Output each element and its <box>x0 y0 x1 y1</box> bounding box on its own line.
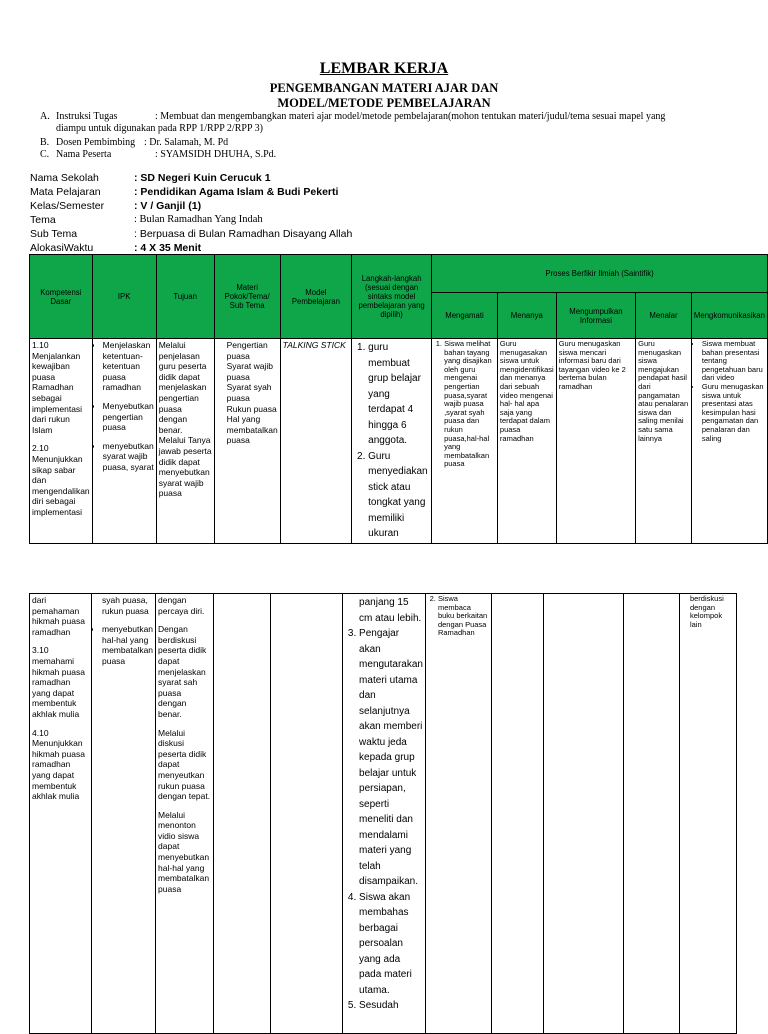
cell-langkah <box>352 339 432 544</box>
cell-mengkomunikasikan <box>679 594 736 1034</box>
header-mengumpulkan: Mengumpulkan Informasi <box>556 293 635 339</box>
subtheme-label: Sub Tema <box>30 228 78 240</box>
cell-ipk <box>92 339 156 544</box>
header-menanya: Menanya <box>497 293 556 339</box>
komunikasi-item: berdiskusi dengan kelompok lain <box>689 594 724 629</box>
cell-model <box>271 594 343 1034</box>
tujuan-item: Melalui menonton vidio siswa dapat menyebutkan hal-hal yang membatalkan puasa <box>158 809 210 894</box>
subject-label: Mata Pelajaran <box>30 186 101 198</box>
cell-model <box>280 339 351 544</box>
mengamati-item: 1. Siswa melihat bahan tayang yang disajikan oleh guru mengenai pengertian puasa,syarat wajib puasa ,syarat syah puasa dan rukun puasa,hal-hal yang membatalkan puasa <box>444 340 495 469</box>
instruction-c-text: : SYAMSIDH DHUHA, S.Pd. <box>155 149 277 160</box>
instruction-c-label: Nama Peserta <box>56 149 112 160</box>
komunikasi-item: • Siswa membuat bahan presentasi tentang pengetahuan baru dari video <box>702 340 765 383</box>
header-menalar: Menalar <box>636 293 692 339</box>
subtheme-value: : Berpuasa di Bulan Ramadhan Disayang Allah <box>134 228 353 240</box>
ipk-item: • menyebutkan syarat wajib puasa, syarat <box>103 441 154 473</box>
cell-ipk <box>92 594 156 1034</box>
materi-item: Pengertian puasa <box>226 340 268 361</box>
mengumpulkan-text: Guru menugaskan siswa mencari informasi baru dari tayangan video ke 2 bertema bulan ramadhan <box>558 339 626 391</box>
langkah-item: 4. Siswa akan membahas berbagai persoalan yang ada pada materi utama. <box>359 890 423 999</box>
subject-value: : Pendidikan Agama Islam & Budi Pekerti <box>134 186 339 198</box>
langkah-item: 3. Pengajar akan mengutarakan materi utama dan selanjutnya akan memberi waktu jeda kepada grup belajar untuk persiapan, seperti meneliti dan mendalami materi yang telah disampaikan. <box>359 626 423 890</box>
materi-item: Syarat syah puasa <box>226 382 272 403</box>
cell-menalar <box>636 339 692 544</box>
instruction-a-text-2: diampu untuk digunakan pada RPP 1/RPP 2/RPP 3) <box>56 123 263 134</box>
school-value: : SD Negeri Kuin Cerucuk 1 <box>134 172 271 184</box>
instruction-c-letter: C. <box>40 149 50 160</box>
tujuan-item: Dengan berdiskusi peserta didik dapat menjelaskan syarat sah puasa dengan benar. <box>158 624 207 719</box>
cell-langkah <box>343 594 426 1034</box>
instruction-a-text: : Membuat dan mengembangkan materi ajar model/metode pembelajaran(mohon tentukan materi/judul/tema sesuai mapel yang <box>155 111 666 122</box>
menalar-text: Guru menugaskan siswa mengajukan pendapat hasil dari pangamatan atau penalaran siswa dan saling menilai satu sama lainnya <box>638 339 689 443</box>
cell-tujuan <box>156 594 214 1034</box>
cell-mengamati <box>425 594 491 1034</box>
page-title: LEMBAR KERJA <box>319 60 449 77</box>
tujuan-item: dengan percaya diri. <box>158 595 205 616</box>
tujuan-item: Melalui penjelasan guru peserta didik dapat menjelaskan pengertian puasa dengan benar. <box>158 340 207 435</box>
instruction-b-label: Dosen Pembimbing <box>56 137 136 148</box>
cell-tujuan <box>156 339 214 544</box>
header-mengamati: Mengamati <box>432 293 498 339</box>
page-subtitle-2: MODEL/METODE PEMBELAJARAN <box>277 96 491 110</box>
time-label: AlokasiWaktu <box>30 242 94 254</box>
ipk-item: syah puasa, rukun puasa <box>102 595 149 616</box>
header-kompetensi-dasar: Kompetensi Dasar <box>30 255 93 339</box>
time-value: : 4 X 35 Menit <box>134 242 202 254</box>
header-model: Model Pembelajaran <box>280 255 351 339</box>
materi-item: Hal yang membatalkan puasa <box>226 414 278 446</box>
header-mengkomunikasikan: Mengkomunikasikan <box>691 293 767 339</box>
header-materi: Materi Pokok/Tema/ Sub Tema <box>214 255 280 339</box>
cell-kd <box>30 594 92 1034</box>
ipk-item: • Menyebutkan pengertian puasa <box>103 401 154 433</box>
school-label: Nama Sekolah <box>30 172 99 184</box>
theme-value: : Bulan Ramadhan Yang Indah <box>134 214 263 225</box>
cell-mengkomunikasikan <box>691 339 767 544</box>
instruction-a-letter: A. <box>40 111 50 122</box>
header-proses: Proses Berfikir Ilmiah (Saintifik) <box>432 255 768 293</box>
page-subtitle-1: PENGEMBANGAN MATERI AJAR DAN <box>269 81 499 95</box>
header-tujuan: Tujuan <box>156 255 214 339</box>
tujuan-item: Melalui Tanya jawab peserta didik dapat menyebutkan syarat wajib puasa <box>158 435 212 499</box>
instruction-b-text: : Dr. Salamah, M. Pd <box>144 137 229 148</box>
cell-menalar <box>623 594 679 1034</box>
ipk-item: • Menjelaskan ketentuan-ketentuan puasa ramadhan <box>103 340 154 393</box>
cell-kd <box>30 339 93 544</box>
komunikasi-item: • Guru menugaskan siswa untuk presentasi atas kesimpulan hasi pengamatan dan penalaran dan saling <box>702 383 765 443</box>
mengamati-item: 2. Siswa membaca buku berkaitan dengan Puasa Ramadhan <box>438 595 489 638</box>
instruction-b-letter: B. <box>40 137 50 148</box>
class-label: Kelas/Semester <box>30 200 105 212</box>
cell-materi <box>214 594 271 1034</box>
tujuan-item: Melalui diskusi peserta didik dapat menyeutkan rukun puasa dengan tepat. <box>158 727 211 802</box>
cell-mengamati <box>432 339 498 544</box>
lesson-table-part-1 <box>29 254 768 544</box>
class-value: : V / Ganjil (1) <box>134 200 202 212</box>
materi-item: Rukun puasa <box>226 403 277 414</box>
langkah-item: panjang 15 cm atau lebih. <box>359 597 422 624</box>
kd-item: 2.10 Menunjukkan sikap sabar dan mengendalikan diri sebagai implementasi <box>32 443 90 517</box>
cell-materi <box>214 339 280 544</box>
langkah-item: 2. Guru menyediakan stick atau tongkat yang memiliki ukuran <box>368 449 429 542</box>
ipk-item: • menyebutkan hal-hal yang membatalkan puasa <box>102 624 153 666</box>
theme-label: Tema <box>30 214 56 226</box>
materi-item: Syarat wajib puasa <box>226 361 273 382</box>
kd-item: 4.10 Menunjukkan hikmah puasa ramadhan yang dapat membentuk akhlak mulia <box>32 727 85 802</box>
kd-item: 1.10 Menjalankan kewajiban puasa Ramadhan sebagai implementasi dari rukun Islam <box>32 340 83 435</box>
kd-item: 3.10 memahami hikmah puasa ramadhan yang dapat membentuk akhlak mulia <box>32 645 85 719</box>
model-name: TALKING STICK <box>282 340 346 350</box>
kd-item: dari pemahaman hikmah puasa ramadhan <box>32 595 85 637</box>
lesson-table-part-2 <box>29 593 737 1034</box>
cell-mengumpulkan <box>556 339 635 544</box>
langkah-item: 5. Sesudah <box>359 998 423 1014</box>
cell-menanya <box>497 339 556 544</box>
cell-menanya <box>491 594 543 1034</box>
langkah-item: 1. guru membuat grup belajar yang terdapat 4 hingga 6 anggota. <box>368 340 429 449</box>
header-ipk: IPK <box>92 255 156 339</box>
menanya-text: Guru menugasakan siswa untuk mengidentifikasi dan menanya dari sebuah video mengenai hal- hal apa saja yang terdapat dalam puasa ramadhan <box>499 339 554 443</box>
cell-mengumpulkan <box>543 594 623 1034</box>
header-langkah: Langkah-langkah (sesuai dengan sintaks model pembelajaran yang dipilih) <box>352 255 432 339</box>
instruction-a-label: Instruksi Tugas <box>56 111 118 122</box>
